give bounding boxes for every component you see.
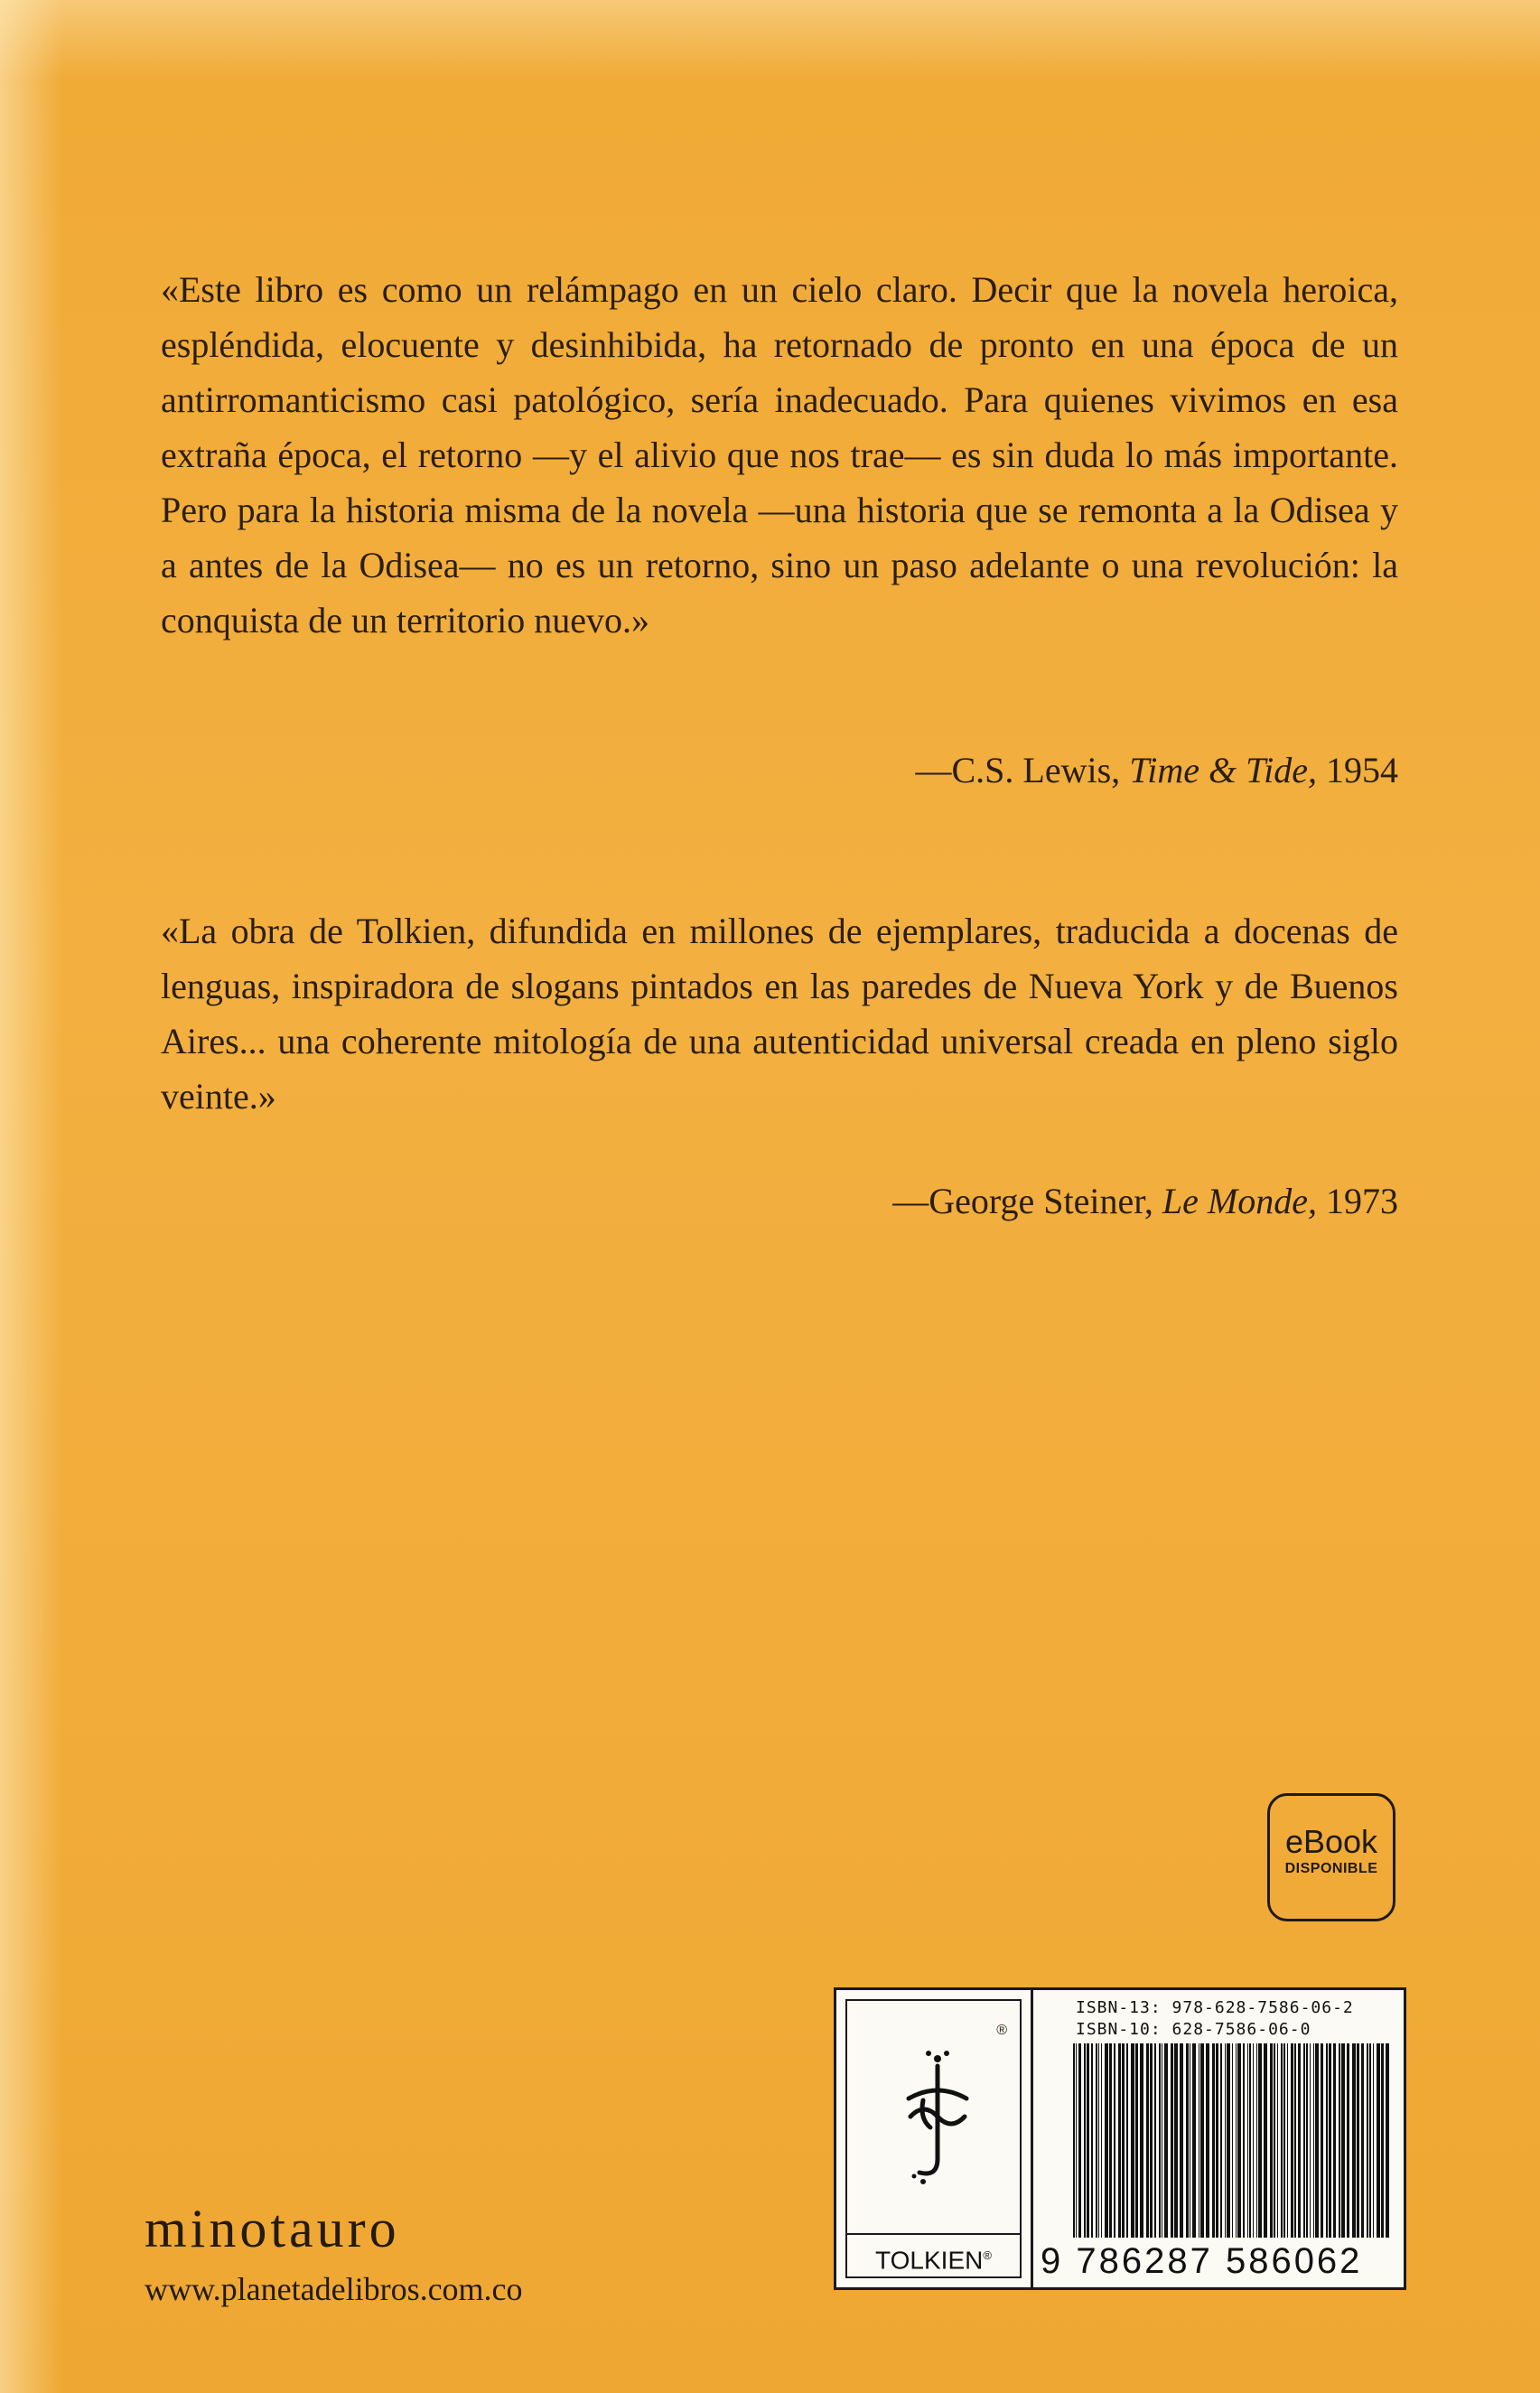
attribution-source: Time & Tide,: [1129, 750, 1317, 790]
barcode-bar: [1357, 2043, 1359, 2238]
barcode-bar: [1101, 2043, 1102, 2238]
publisher-logo: minotauro: [145, 2199, 400, 2258]
barcode-bar: [1159, 2043, 1161, 2238]
barcode-bar: [1122, 2043, 1125, 2238]
barcode-bar: [1114, 2043, 1115, 2238]
barcode-bar: [1105, 2043, 1108, 2238]
barcode-bar: [1078, 2043, 1081, 2238]
barcode-bar: [1180, 2043, 1183, 2238]
barcode-bar: [1281, 2043, 1283, 2238]
barcode-bar: [1247, 2043, 1248, 2238]
barcode-bar: [1146, 2043, 1149, 2238]
barcode-bar: [1087, 2043, 1089, 2238]
attribution-author: —George Steiner,: [892, 1181, 1162, 1221]
barcode-bar: [1373, 2043, 1374, 2238]
barcode-bar: [1264, 2043, 1267, 2238]
barcode-bar: [1333, 2043, 1336, 2238]
quote-lewis: «Este libro es como un relámpago en un cielo claro. Decir que la novela heroica, espléndida, elocuente y desinhibida, ha retornado de pronto en una época de un antirromanticismo casi patológico, sería inadecuado. Para quienes vivimos en esa extraña época, el retorno —y el alivio que nos trae— es sin duda lo más importante. Pero para la historia misma de la novela —una historia que se remonta a la Odisea y a antes de la Odisea— no es un retorno, sino un paso adelante o una revolución: la conquista de un territorio nuevo.»: [161, 269, 1398, 640]
barcode-bar: [1150, 2043, 1153, 2238]
barcode-bar: [1109, 2043, 1112, 2238]
barcode-bar: [1313, 2043, 1314, 2238]
barcode-bar: [1073, 2043, 1075, 2238]
attribution-year: 1954: [1317, 750, 1398, 790]
barcode-bar: [1249, 2043, 1251, 2238]
barcode-bar: [1098, 2043, 1099, 2238]
attribution-steiner: [892, 1179, 1398, 1224]
barcode-bar: [1298, 2043, 1301, 2238]
isbn-10: ISBN-10: 628-7586-06-0: [1076, 2020, 1311, 2039]
barcode-bar: [1243, 2043, 1245, 2238]
barcode-bar: [1232, 2043, 1233, 2238]
ebook-title: eBook: [1284, 1823, 1378, 1860]
barcode-bar: [1315, 2043, 1319, 2238]
tolkien-logo-frame: [845, 1999, 1022, 2235]
barcode-digits: 9 786287 586062: [1041, 2241, 1363, 2281]
shrink-wrap-glare: [0, 0, 63, 2393]
barcode-bar: [1164, 2043, 1168, 2238]
barcode-bar: [1212, 2043, 1215, 2238]
barcode-bar: [1076, 2043, 1077, 2238]
barcode-bar: [1220, 2043, 1222, 2238]
barcode-bar: [1287, 2043, 1288, 2238]
barcode-bar: [1216, 2043, 1218, 2238]
tolkien-brand-label: [845, 2235, 1022, 2278]
barcode-bar: [1258, 2043, 1262, 2238]
barcode-bar: [1227, 2043, 1230, 2238]
barcode-bar: [1369, 2043, 1371, 2238]
barcode-bar: [1310, 2043, 1311, 2238]
barcode-bar: [1236, 2043, 1237, 2238]
barcode-bar: [1084, 2043, 1086, 2238]
barcode-bar: [1237, 2043, 1241, 2238]
tolkien-monogram-icon: [883, 2046, 992, 2191]
barcode-bar: [1274, 2043, 1275, 2238]
attribution-lewis: [916, 748, 1399, 793]
barcode-bar: [1377, 2043, 1380, 2238]
barcode-bar: [1131, 2043, 1134, 2238]
tolkien-logo-cell: [836, 1990, 1033, 2287]
barcode-bar: [1341, 2043, 1345, 2238]
barcode-bar: [1294, 2043, 1296, 2238]
attribution-author: —C.S. Lewis,: [915, 750, 1130, 790]
barcode-bar: [1091, 2043, 1093, 2238]
barcode-bar: [1256, 2043, 1257, 2238]
barcode-bar: [1347, 2043, 1349, 2238]
publisher-url: www.planetadelibros.com.co: [145, 2271, 523, 2307]
barcode-bar: [1361, 2043, 1364, 2238]
barcode-bar: [1225, 2043, 1226, 2238]
barcode-bar: [1096, 2043, 1097, 2238]
barcode-bar: [1321, 2043, 1323, 2238]
tolkien-brand-text: TOLKIEN: [875, 2246, 984, 2275]
barcode-bar: [1277, 2043, 1278, 2238]
quote-steiner: «La obra de Tolkien, difundida en millones de ejemplares, traducida a docenas de lenguas, inspiradora de slogans pintados en las paredes de Nueva York y de Buenos Aires... una coherente mitología de una autenticidad universal creada en pleno siglo veinte.»: [161, 911, 1398, 1117]
barcode-bar: [1126, 2043, 1128, 2238]
barcode-bar: [1367, 2043, 1368, 2238]
tolkien-brand-mark: ®: [983, 2248, 992, 2262]
barcode-bar: [1192, 2043, 1196, 2238]
attribution-year: 1973: [1317, 1181, 1398, 1221]
ebook-subtitle: DISPONIBLE: [1284, 1861, 1378, 1876]
barcode-bar: [1253, 2043, 1254, 2238]
barcode-bar: [1270, 2043, 1273, 2238]
barcode-bar: [1174, 2043, 1178, 2238]
barcode-bar: [1171, 2043, 1173, 2238]
barcode-bar: [1306, 2043, 1308, 2238]
barcode-bar: [1200, 2043, 1204, 2238]
barcode-bar: [1140, 2043, 1143, 2238]
shrink-wrap-glare-top: [0, 0, 1540, 81]
barcode-bar: [1135, 2043, 1138, 2238]
barcode-bar: [1186, 2043, 1189, 2238]
isbn-13: ISBN-13: 978-628-7586-06-2: [1076, 1998, 1354, 2017]
barcode-bar: [1118, 2043, 1121, 2238]
ebook-badge: [1267, 1793, 1395, 1921]
barcode-bar: [1154, 2043, 1156, 2238]
barcode-bar: [1303, 2043, 1305, 2238]
barcode-bar: [1352, 2043, 1356, 2238]
barcode-bar: [1206, 2043, 1209, 2238]
attribution-source: Le Monde,: [1162, 1181, 1317, 1221]
barcode-bar: [1283, 2043, 1285, 2238]
barcode-bar: [1386, 2043, 1389, 2238]
barcode-bar: [1291, 2043, 1293, 2238]
barcode: [1071, 2043, 1393, 2238]
barcode-bar: [1326, 2043, 1328, 2238]
barcode-bar: [1339, 2043, 1340, 2238]
registered-mark: ®: [996, 2023, 1007, 2038]
barcode-bar: [1381, 2043, 1384, 2238]
barcode-bar: [1329, 2043, 1331, 2238]
